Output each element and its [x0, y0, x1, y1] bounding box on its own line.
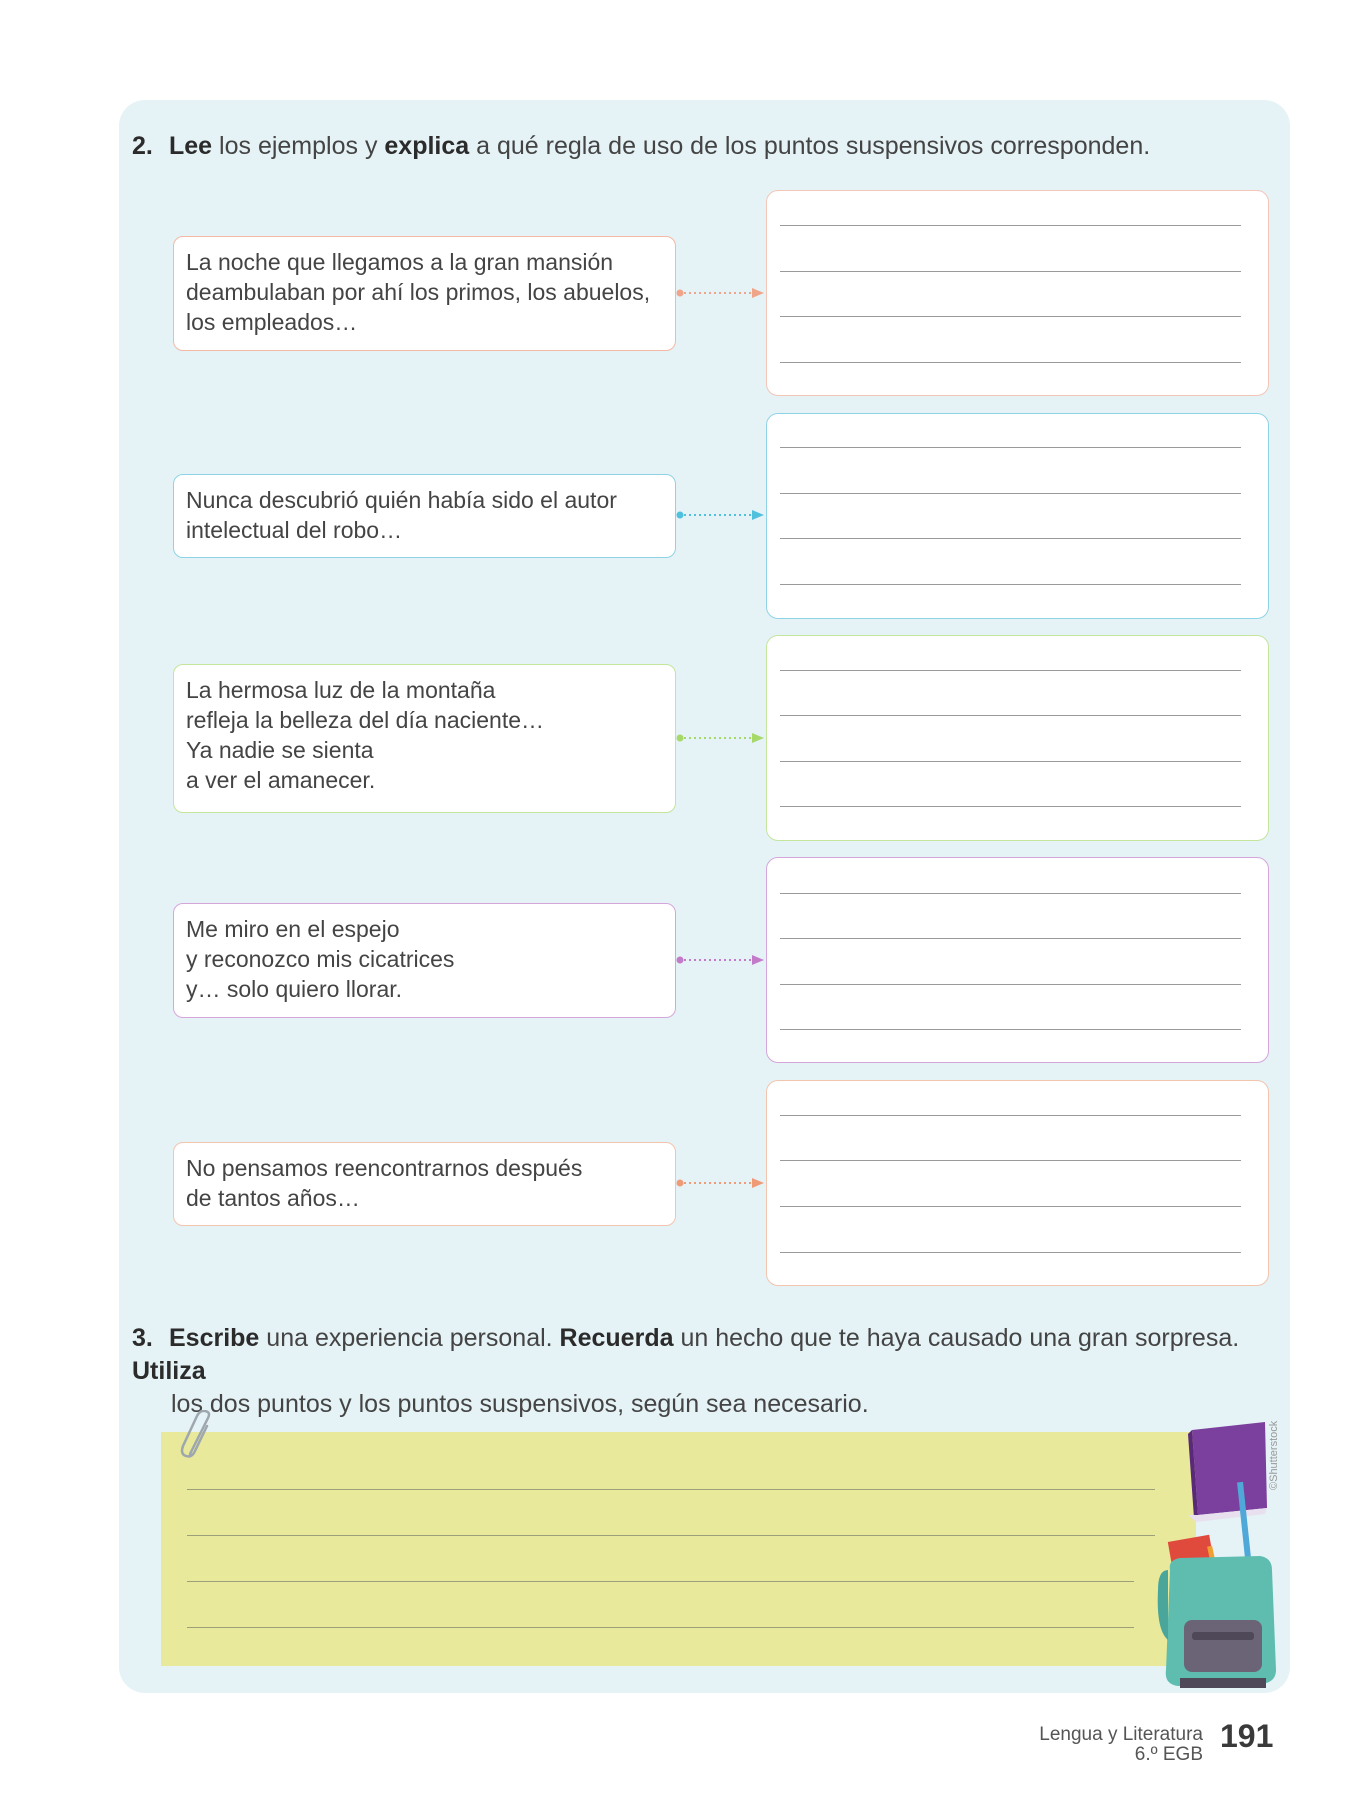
paperclip-icon: [178, 1410, 218, 1460]
connector-arrow-4: [676, 953, 766, 967]
example-box-3: La hermosa luz de la montaña refleja la belleza del día naciente… Ya nadie se sienta a ver el amanecer.: [173, 664, 676, 813]
backpack-icon: [1158, 1535, 1276, 1688]
answer-box-1[interactable]: [766, 190, 1269, 396]
grade-label: 6.º EGB: [1134, 1744, 1203, 1765]
question-3: 3. Escribe una experiencia personal. Recuerda un hecho que te haya causado una gran sorpresa. Utiliza los dos puntos y los puntos suspensivos, según sea necesario.: [132, 1324, 1240, 1418]
instruction-verb: Recuerda: [559, 1324, 674, 1352]
answer-box-2[interactable]: [766, 413, 1269, 619]
image-credit: ©Shutterstock: [1268, 1420, 1280, 1490]
answer-box-3[interactable]: [766, 635, 1269, 841]
question-number: 3.: [132, 1324, 153, 1352]
example-box-1: La noche que llegamos a la gran mansión deambulaban por ahí los primos, los abuelos, los empleados…: [173, 236, 676, 351]
answer-box-5[interactable]: [766, 1080, 1269, 1286]
connector-arrow-5: [676, 1176, 766, 1190]
footer-subject: [1039, 1725, 1203, 1765]
question-2: 2. Lee los ejemplos y explica a qué regla de uso de los puntos suspensivos corresponden.: [132, 130, 1252, 163]
writing-area[interactable]: [161, 1432, 1196, 1666]
example-box-2: Nunca descubrió quién había sido el autor intelectual del robo…: [173, 474, 676, 558]
example-box-5: No pensamos reencontrarnos después de tantos años…: [173, 1142, 676, 1226]
example-box-4: Me miro en el espejo y reconozco mis cicatrices y… solo quiero llorar.: [173, 903, 676, 1018]
school-supplies-illustration: [1150, 1420, 1280, 1695]
instruction-verb: Lee: [169, 132, 213, 160]
connector-arrow-3: [676, 731, 766, 745]
connector-arrow-2: [676, 508, 766, 522]
instruction-verb: explica: [384, 132, 470, 160]
instruction-verb: Utiliza: [132, 1357, 206, 1385]
answer-box-4[interactable]: [766, 857, 1269, 1063]
instruction-verb: Escribe: [169, 1324, 260, 1352]
connector-arrow-1: [676, 286, 766, 300]
question-number: 2.: [132, 132, 153, 160]
book-icon: [1188, 1422, 1267, 1522]
page-number: 191: [1220, 1718, 1274, 1754]
subject-name: Lengua y Literatura: [1039, 1724, 1203, 1745]
